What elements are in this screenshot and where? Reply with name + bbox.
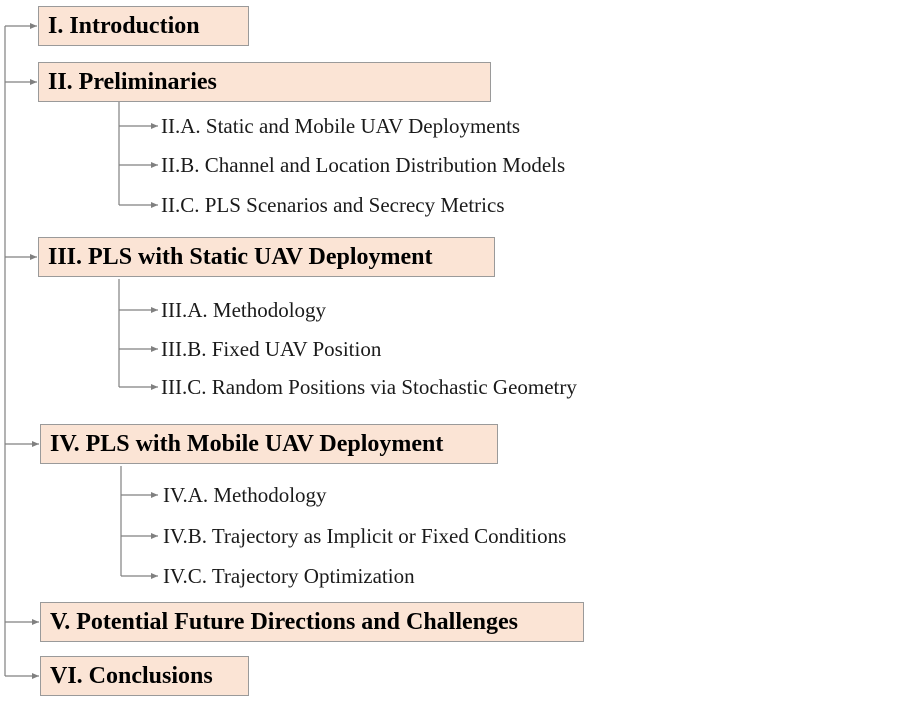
subsection-4c: IV.C. Trajectory Optimization — [163, 564, 415, 588]
section-2-title: II. Preliminaries — [48, 69, 217, 95]
section-6-title: VI. Conclusions — [50, 663, 213, 689]
section-3-title: III. PLS with Static UAV Deployment — [48, 244, 433, 270]
subsection-2a: II.A. Static and Mobile UAV Deployments — [161, 114, 521, 138]
subsection-2b: II.B. Channel and Location Distribution Models — [161, 153, 566, 177]
section-4-title: IV. PLS with Mobile UAV Deployment — [50, 431, 444, 457]
section-5-title: V. Potential Future Directions and Challenges — [50, 609, 519, 635]
section-5-box — [40, 602, 584, 642]
section-2-box — [38, 62, 491, 102]
subsection-2c: II.C. PLS Scenarios and Secrecy Metrics — [161, 193, 505, 217]
subsection-3a: III.A. Methodology — [161, 298, 327, 322]
section-1-box — [38, 6, 249, 46]
subsection-4b: IV.B. Trajectory as Implicit or Fixed Conditions — [163, 524, 567, 548]
section-1-title: I. Introduction — [48, 13, 200, 39]
section-3-box — [38, 237, 495, 277]
subsection-3c: III.C. Random Positions via Stochastic Geometry — [161, 375, 577, 399]
subsection-4a: IV.A. Methodology — [163, 483, 327, 507]
section-6-box — [40, 656, 249, 696]
section-4-box — [40, 424, 498, 464]
subsection-3b: III.B. Fixed UAV Position — [161, 337, 382, 361]
